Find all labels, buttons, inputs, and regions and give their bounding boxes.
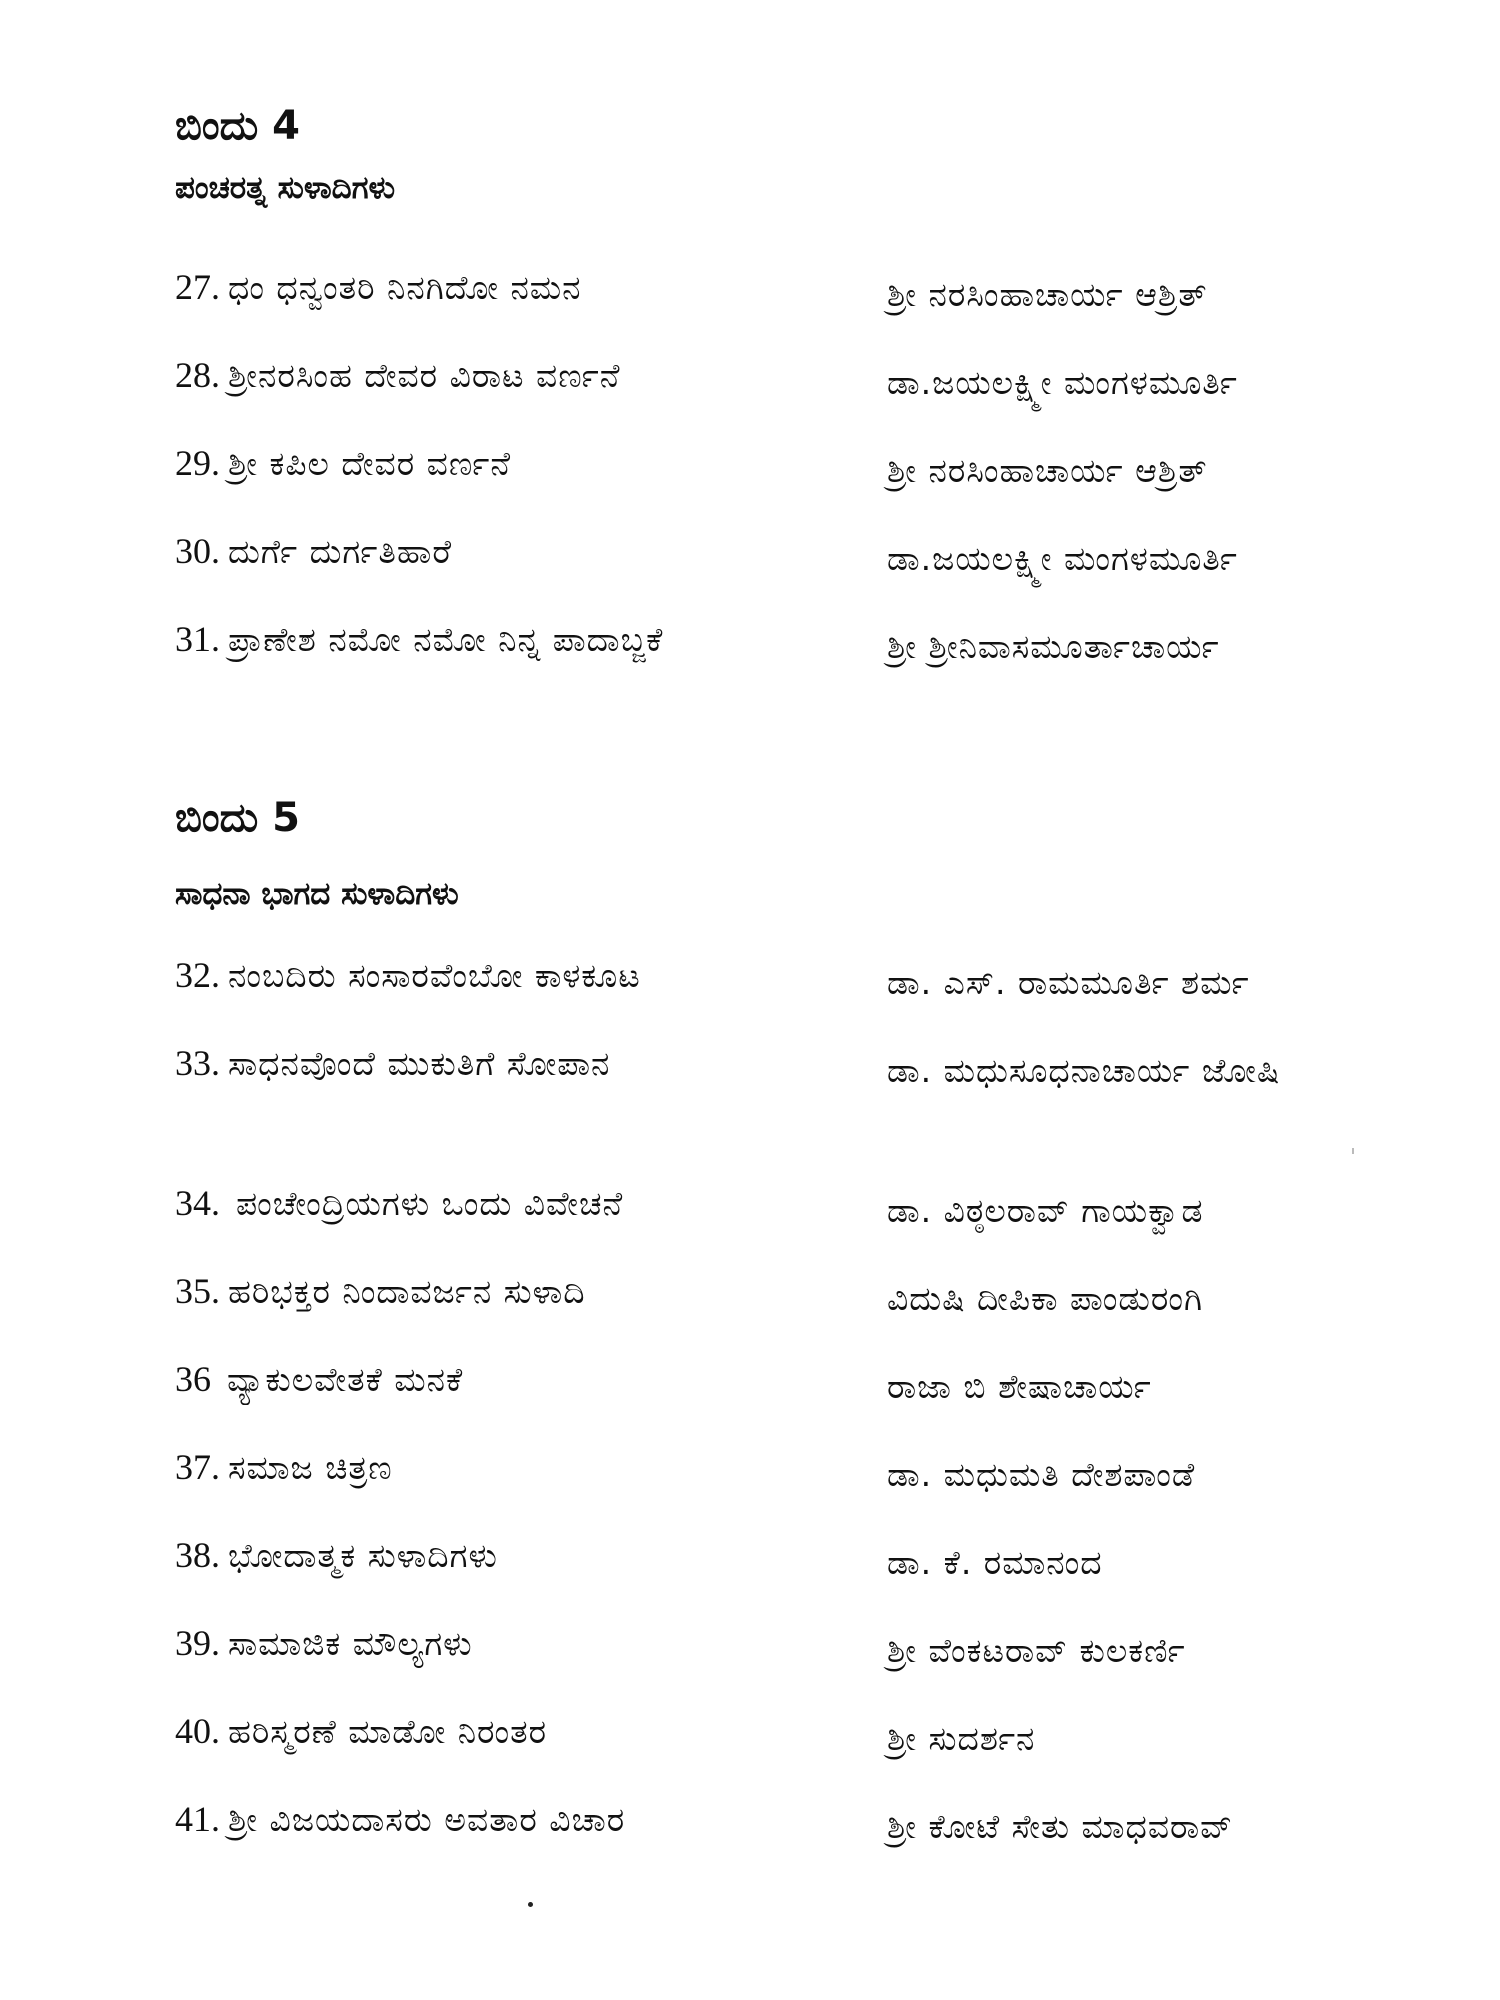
list-item (175, 438, 1375, 526)
page-mark (528, 1902, 533, 1907)
entry-number: 36 (175, 1359, 211, 1399)
entry-number: 39. (175, 1623, 220, 1663)
entry-author: ಶ್ರೀ ಶ್ರೀನಿವಾಸಮೂರ್ತಾಚಾರ್ಯ (887, 627, 1220, 666)
entry-author: ಡಾ. ಎಸ್. ರಾಮಮೂರ್ತಿ ಶರ್ಮ (887, 963, 1250, 1002)
list-item (175, 1266, 1375, 1354)
entry-list (175, 950, 1375, 1882)
entry-author: ಶ್ರೀ ಸುದರ್ಶನ (887, 1719, 1036, 1758)
entry-title: ದುರ್ಗೆ ದುರ್ಗತಿಹಾರೆ (228, 532, 453, 571)
entry-number: 38. (175, 1535, 220, 1575)
list-item (175, 1794, 1375, 1882)
entry-author: ಡಾ.ಜಯಲಕ್ಷ್ಮೀ ಮಂಗಳಮೂರ್ತಿ (887, 363, 1238, 402)
entry-author: ಶ್ರೀ ವೆಂಕಟರಾವ್ ಕುಲಕರ್ಣಿ (887, 1631, 1186, 1670)
entry-title: ಶ್ರೀ ಕಪಿಲ ದೇವರ ವರ್ಣನೆ (228, 444, 512, 483)
list-item (175, 1442, 1375, 1530)
section-subtitle: ಪಂಚರತ್ನ ಸುಳಾದಿಗಳು (175, 170, 396, 206)
entry-number: 27. (175, 267, 220, 307)
entry-author: ವಿದುಷಿ ದೀಪಿಕಾ ಪಾಂಡುರಂಗಿ (887, 1279, 1204, 1318)
entry-author: ಡಾ. ಮಧುಮತಿ ದೇಶಪಾಂಡೆ (887, 1455, 1196, 1494)
entry-number: 28. (175, 355, 220, 395)
entry-title: ವ್ಯಾಕುಲವೇತಕೆ ಮನಕೆ (227, 1360, 464, 1399)
entry-number: 29. (175, 443, 220, 483)
list-item (175, 1706, 1375, 1794)
entry-title: ಪ್ರಾಣೇಶ ನಮೋ ನಮೋ ನಿನ್ನ ಪಾದಾಬ್ಜಕೆ (228, 620, 664, 659)
list-item (175, 1354, 1375, 1442)
entry-number: 33. (175, 1043, 220, 1083)
entry-number: 32. (175, 955, 220, 995)
list-item (175, 526, 1375, 614)
entry-author: ಶ್ರೀ ಕೋಟೆ ಸೇತು ಮಾಧವರಾವ್ (887, 1807, 1234, 1846)
entry-author: ರಾಜಾ ಬಿ ಶೇಷಾಚಾರ್ಯ (887, 1367, 1152, 1406)
list-item (175, 1618, 1375, 1706)
entry-number: 40. (175, 1711, 220, 1751)
entry-number: 35. (175, 1271, 220, 1311)
list-item (175, 350, 1375, 438)
entry-title: ಸಾಮಾಜಿಕ ಮೌಲ್ಯಗಳು (228, 1624, 473, 1663)
section-bindu-4 (175, 98, 1375, 702)
scan-speck (1352, 1148, 1354, 1154)
list-item (175, 1178, 1375, 1266)
entry-number: 31. (175, 619, 220, 659)
entry-title: ಭೋದಾತ್ಮಕ ಸುಳಾದಿಗಳು (228, 1536, 498, 1575)
entry-author: ಡಾ. ಮಧುಸೂಧನಾಚಾರ್ಯ ಜೋಷಿ (887, 1051, 1281, 1090)
entry-number: 34. (175, 1183, 220, 1223)
entry-list (175, 262, 1375, 702)
entry-author: ಶ್ರೀ ನರಸಿಂಹಾಚಾರ್ಯ ಆಶ್ರಿತ್ (887, 275, 1208, 314)
entry-author: ಶ್ರೀ ನರಸಿಂಹಾಚಾರ್ಯ ಆಶ್ರಿತ್ (887, 451, 1208, 490)
entry-title: ಹರಿಭಕ್ತರ ನಿಂದಾವರ್ಜನ ಸುಳಾದಿ (228, 1272, 586, 1311)
section-subtitle: ಸಾಧನಾ ಭಾಗದ ಸುಳಾದಿಗಳು (175, 876, 459, 912)
section-title: ಬಿಂದು 5 (175, 795, 300, 841)
section-bindu-5 (175, 790, 1375, 1882)
list-item (175, 614, 1375, 702)
entry-title: ಧಂ ಧನ್ವಂತರಿ ನಿನಗಿದೋ ನಮನ (228, 268, 582, 307)
list-item (175, 1530, 1375, 1618)
entry-author: ಡಾ. ವಿಠ್ಠಲರಾವ್ ಗಾಯಕ್ವಾಡ (887, 1191, 1204, 1230)
list-item (175, 1038, 1375, 1178)
entry-title: ಶ್ರೀನರಸಿಂಹ ದೇವರ ವಿರಾಟ ವರ್ಣನೆ (228, 356, 621, 395)
entry-title: ನಂಬದಿರು ಸಂಸಾರವೆಂಬೋ ಕಾಳಕೂಟ (228, 956, 641, 995)
entry-author: ಡಾ.ಜಯಲಕ್ಷ್ಮೀ ಮಂಗಳಮೂರ್ತಿ (887, 539, 1238, 578)
entry-title: ಪಂಚೇಂದ್ರಿಯಗಳು ಒಂದು ವಿವೇಚನೆ (236, 1184, 624, 1223)
list-item (175, 950, 1375, 1038)
section-title: ಬಿಂದು 4 (175, 103, 300, 149)
entry-title: ಸಮಾಜ ಚಿತ್ರಣ (228, 1448, 393, 1487)
entry-title: ಹರಿಸ್ಮರಣೆ ಮಾಡೋ ನಿರಂತರ (228, 1712, 548, 1751)
entry-author: ಡಾ. ಕೆ. ರಮಾನಂದ (887, 1543, 1103, 1582)
entry-number: 37. (175, 1447, 220, 1487)
entry-number: 30. (175, 531, 220, 571)
entry-title: ಶ್ರೀ ವಿಜಯದಾಸರು ಅವತಾರ ವಿಚಾರ (228, 1800, 626, 1839)
list-item (175, 262, 1375, 350)
entry-number: 41. (175, 1799, 220, 1839)
entry-title: ಸಾಧನವೊಂದೆ ಮುಕುತಿಗೆ ಸೋಪಾನ (228, 1044, 611, 1083)
